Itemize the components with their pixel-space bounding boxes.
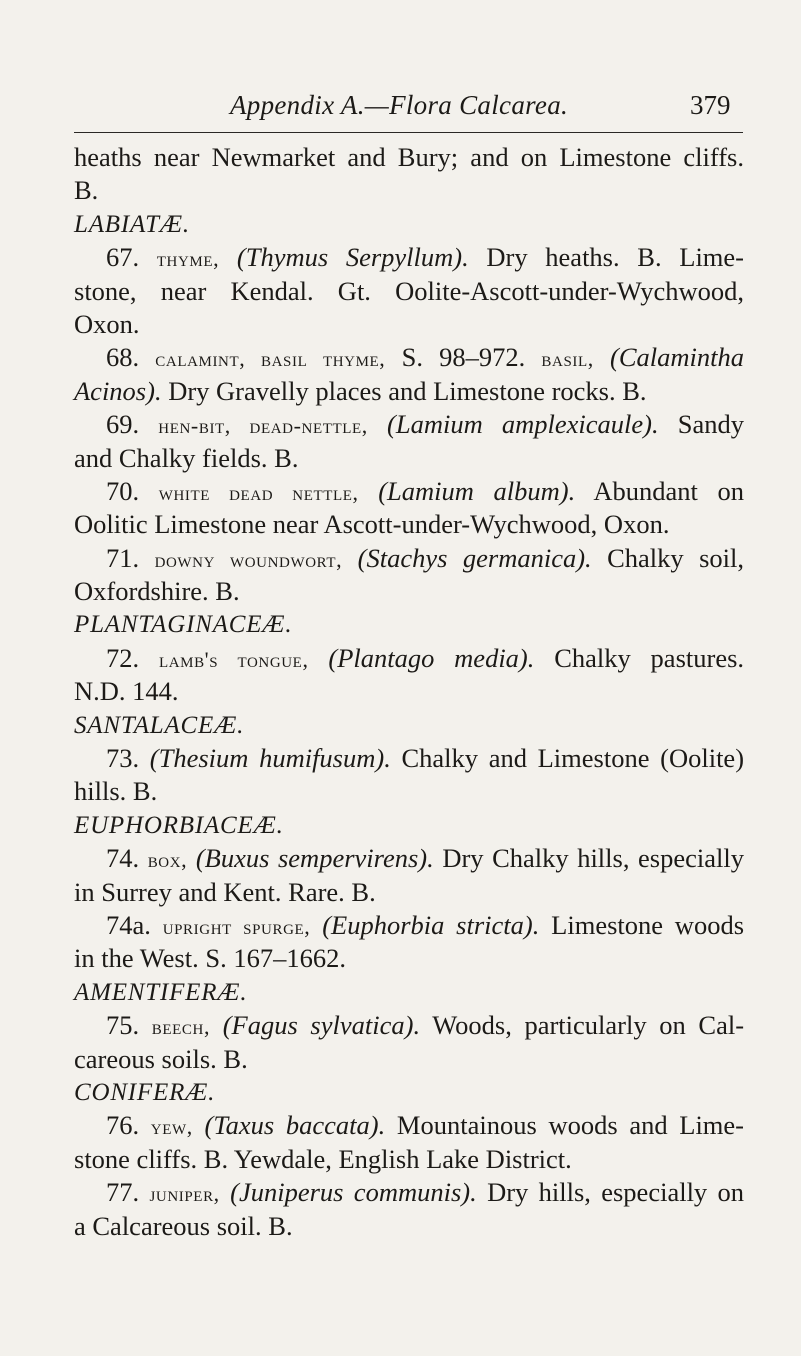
entry-74a: [74, 909, 744, 942]
entry-description: Sandy: [677, 409, 744, 440]
entry-reference: S. 98–972.: [401, 342, 526, 373]
family-heading: LABIATÆ.: [74, 210, 190, 238]
text-line: Oxfordshire. B.: [74, 576, 240, 607]
latin-name: (Buxus sempervirens).: [195, 843, 434, 874]
entry-69: [74, 408, 744, 441]
entry-description: Woods, particularly on Cal-: [432, 1010, 745, 1041]
latin-name: (Fagus sylvatica).: [222, 1010, 421, 1041]
entry-73: [74, 742, 744, 775]
common-name: thyme,: [156, 246, 220, 272]
latin-name: (Thymus Serpyllum).: [236, 242, 469, 273]
family-heading: CONIFERÆ.: [74, 1078, 216, 1106]
text-line: heaths near Newmarket and Bury; and on Limestone cliffs.: [74, 142, 744, 172]
entry-74: [74, 842, 744, 875]
entry-description: Chalky soil,: [607, 542, 744, 573]
entry-number: 68.: [106, 342, 140, 373]
text-line: stone, near Kendal. Gt. Oolite-Ascott-under-Wychwood,: [74, 275, 744, 306]
running-title: Appendix A.—Flora Calcarea.: [230, 90, 569, 120]
entry-76: [74, 1109, 744, 1142]
entry-77: [74, 1176, 744, 1209]
running-header: [0, 86, 801, 126]
entry-72: [74, 642, 744, 675]
common-name: upright spurge,: [162, 913, 311, 939]
latin-name: (Lamium album).: [378, 475, 576, 506]
common-name: lamb's tongue,: [158, 646, 309, 672]
page-body: [74, 141, 744, 1243]
entry-number: 73.: [106, 743, 140, 774]
text-line: B.: [74, 175, 99, 206]
entry-70: [74, 475, 744, 508]
common-name: calamint, basil thyme,: [155, 346, 386, 372]
entry-number: 71.: [106, 542, 140, 573]
common-name: white dead nettle,: [158, 479, 359, 505]
entry-number: 76.: [106, 1110, 140, 1141]
latin-name: (Taxus baccata).: [204, 1110, 386, 1141]
entry-number: 74.: [106, 843, 140, 874]
entry-67: [74, 241, 744, 274]
text-line: hills. B.: [74, 776, 158, 807]
entry-description: Abundant on: [593, 475, 745, 506]
entry-number: 69.: [106, 409, 140, 440]
text-line: Oxon.: [74, 308, 140, 339]
entry-description: Dry hills, especially on: [487, 1177, 745, 1208]
entry-68: [74, 341, 744, 374]
text-line: stone cliffs. B. Yewdale, English Lake District.: [74, 1143, 572, 1174]
common-name: box,: [147, 847, 188, 873]
family-heading: AMENTIFERÆ.: [74, 978, 248, 1006]
text-line: a Calcareous soil. B.: [74, 1210, 293, 1241]
common-name: beech,: [151, 1014, 211, 1040]
text-line: and Chalky fields. B.: [74, 442, 299, 473]
latin-name: (Euphorbia stricta).: [322, 909, 540, 940]
family-heading: EUPHORBIACEÆ.: [74, 811, 284, 839]
text-line: Oolitic Limestone near Ascott-under-Wychwood, Oxon.: [74, 509, 670, 540]
latin-name: (Plantago media).: [328, 642, 535, 673]
common-name: yew,: [150, 1114, 193, 1140]
page-number: 379: [690, 90, 731, 120]
header-rule: [74, 132, 743, 133]
latin-name: (Thesium humifusum).: [149, 743, 391, 774]
latin-name: (Calamintha: [610, 342, 745, 373]
common-name: hen-bit, dead-nettle,: [158, 413, 368, 439]
entry-75: [74, 1009, 744, 1042]
entry-description: Limestone woods: [551, 909, 745, 940]
text-line: careous soils. B.: [74, 1043, 248, 1074]
common-name: juniper,: [149, 1181, 220, 1207]
entry-number: 72.: [106, 642, 140, 673]
common-name: downy woundwort,: [154, 546, 343, 572]
text-line: N.D. 144.: [74, 676, 179, 707]
text-line: in Surrey and Kent. Rare. B.: [74, 876, 376, 907]
entry-description: Dry Chalky hills, especially: [442, 843, 744, 874]
entry-description: Dry Gravelly places and Limestone rocks. B.: [168, 375, 647, 406]
entry-description: Dry heaths. B. Lime-: [486, 242, 745, 273]
family-heading: SANTALACEÆ.: [74, 711, 245, 739]
latin-name: Acinos).: [74, 375, 162, 406]
entry-description: Chalky and Limestone (Oolite): [401, 743, 745, 774]
entry-number: 77.: [106, 1177, 140, 1208]
text-line: [74, 375, 744, 408]
entry-number: 75.: [106, 1010, 140, 1041]
latin-name: (Lamium amplexicaule).: [387, 409, 659, 440]
entry-number: 70.: [106, 475, 140, 506]
latin-name: (Juniperus communis).: [230, 1177, 477, 1208]
latin-name: (Stachys germanica).: [357, 542, 592, 573]
entry-71: [74, 542, 744, 575]
common-name: basil,: [541, 346, 594, 372]
entry-number: 74a.: [106, 909, 151, 940]
family-heading: PLANTAGINACEÆ.: [74, 611, 293, 639]
text-line: in the West. S. 167–1662.: [74, 943, 346, 974]
entry-number: 67.: [106, 242, 140, 273]
entry-description: Mountainous woods and Lime-: [396, 1110, 745, 1141]
entry-description: Chalky pastures.: [554, 642, 745, 673]
